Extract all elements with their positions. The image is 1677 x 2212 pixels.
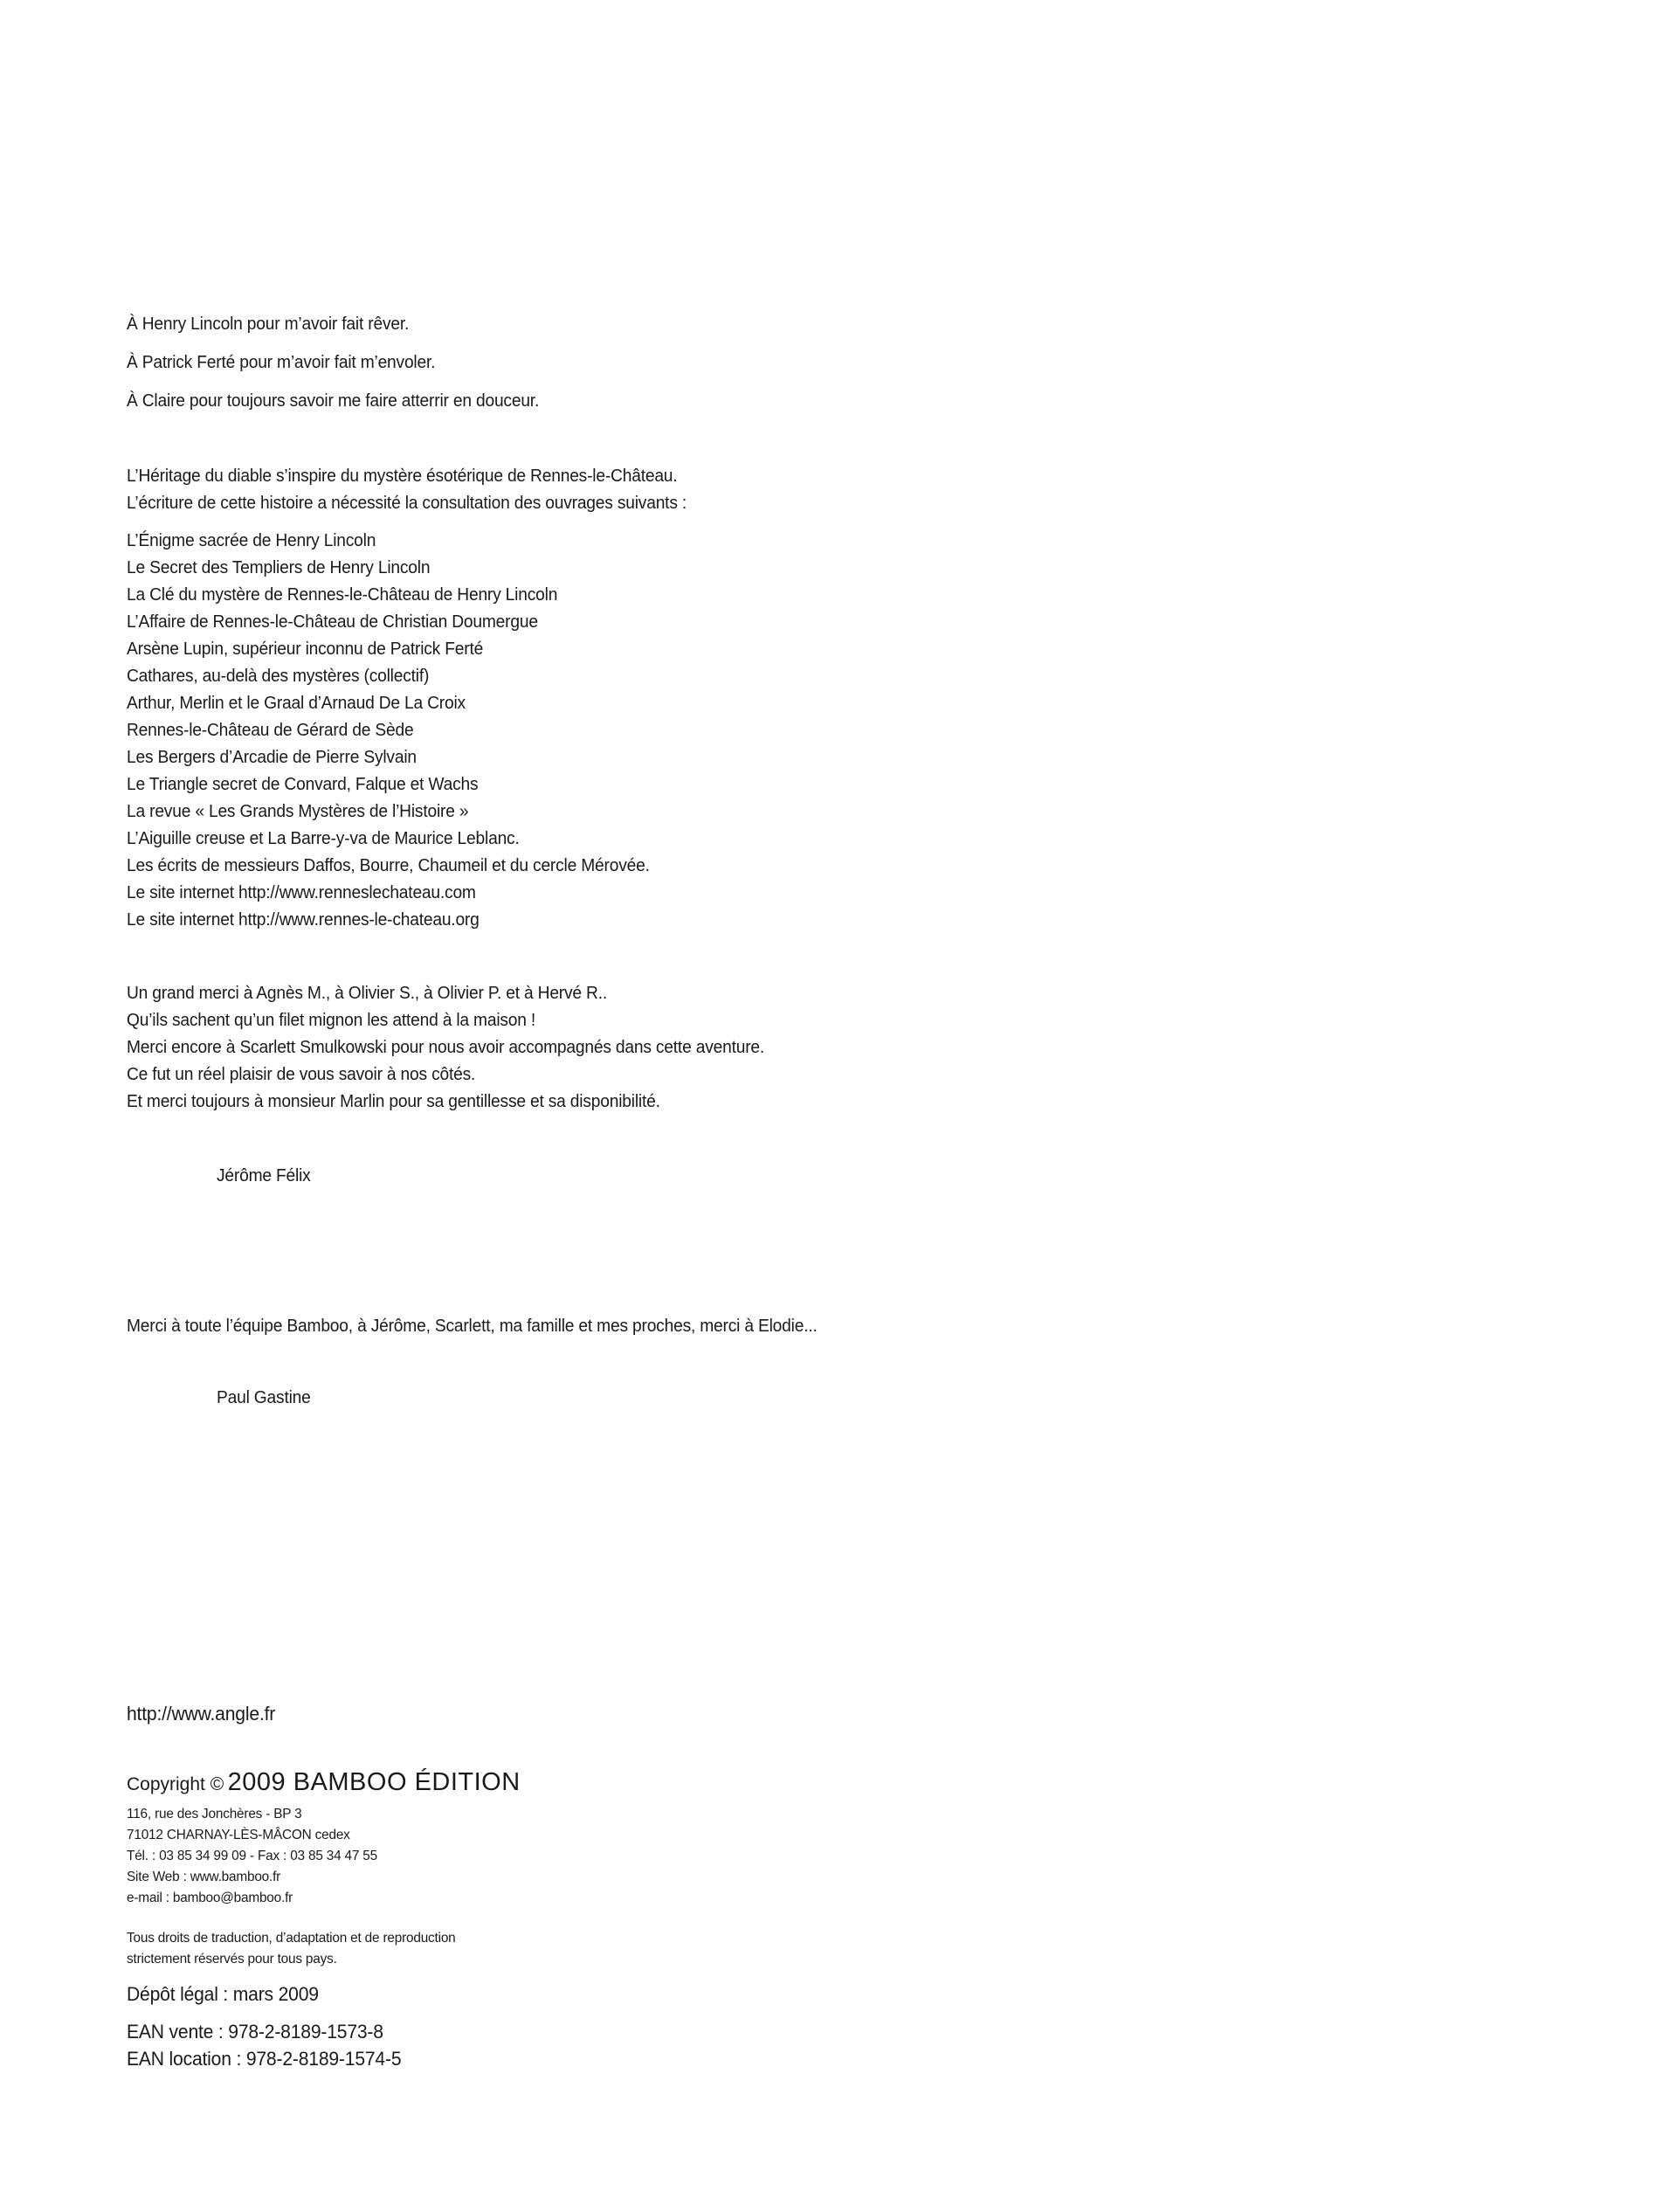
address-line: Site Web : www.bamboo.fr (127, 1870, 281, 1884)
reference-item: Rennes-le-Château de Gérard de Sède (127, 721, 414, 740)
reference-item: L’Affaire de Rennes-le-Château de Christian Doumergue (127, 612, 538, 632)
dedication-line: À Claire pour toujours savoir me faire atterrir en douceur. (127, 391, 540, 411)
intro-line: L’Héritage du diable s’inspire du mystère ésotérique de Rennes-le-Château. (127, 467, 678, 486)
reference-item: Arsène Lupin, supérieur inconnu de Patrick Ferté (127, 639, 484, 659)
reference-item: Les écrits de messieurs Daffos, Bourre, Chaumeil et du cercle Mérovée. (127, 856, 650, 875)
thanks-line: Un grand merci à Agnès M., à Olivier S., à Olivier P. et à Hervé R.. (127, 984, 608, 1003)
dedication-line: À Henry Lincoln pour m’avoir fait rêver. (127, 315, 410, 334)
legal-deposit: Dépôt légal : mars 2009 (127, 1983, 319, 2005)
reference-item: Les Bergers d’Arcadie de Pierre Sylvain (127, 748, 417, 767)
thanks-line: Merci encore à Scarlett Smulkowski pour nous avoir accompagnés dans cette aventure. (127, 1038, 765, 1057)
thanks-line: Ce fut un réel plaisir de vous savoir à nos côtés. (127, 1065, 476, 1084)
reference-item: Le site internet http://www.rennes-le-chateau.org (127, 910, 480, 930)
reference-item: La Clé du mystère de Rennes-le-Château de Henry Lincoln (127, 585, 558, 605)
reference-item: Le Triangle secret de Convard, Falque et Wachs (127, 775, 479, 794)
artist-signature: Paul Gastine (217, 1388, 311, 1407)
intro-line: L’écriture de cette histoire a nécessité la consultation des ouvrages suivants : (127, 494, 687, 513)
ean-line: EAN vente : 978-2-8189-1573-8 (127, 2021, 383, 2043)
copyright-label: Copyright © (127, 1774, 224, 1794)
reference-item: Arthur, Merlin et le Graal d’Arnaud De La Croix (127, 694, 466, 713)
copyright-line (127, 1768, 521, 1797)
thanks-line: Merci à toute l’équipe Bamboo, à Jérôme, Scarlett, ma famille et mes proches, merci à Elodie... (127, 1317, 818, 1336)
reference-item: Cathares, au-delà des mystères (collectif) (127, 667, 430, 686)
thanks-line: Et merci toujours à monsieur Marlin pour sa gentillesse et sa disponibilité. (127, 1092, 660, 1111)
thanks-line: Qu’ils sachent qu’un filet mignon les attend à la maison ! (127, 1011, 536, 1030)
dedication-line: À Patrick Ferté pour m’avoir fait m’envoler. (127, 353, 436, 372)
rights-line: strictement réservés pour tous pays. (127, 1952, 337, 1967)
reference-item: L’Aiguille creuse et La Barre-y-va de Maurice Leblanc. (127, 829, 520, 848)
rights-line: Tous droits de traduction, d’adaptation et de reproduction (127, 1931, 456, 1946)
author-signature: Jérôme Félix (217, 1166, 311, 1185)
copyright-publisher: 2009 BAMBOO ÉDITION (227, 1768, 521, 1796)
reference-item: L’Énigme sacrée de Henry Lincoln (127, 531, 376, 550)
address-line: e-mail : bamboo@bamboo.fr (127, 1891, 293, 1905)
ean-line: EAN location : 978-2-8189-1574-5 (127, 2048, 402, 2070)
address-line: Tél. : 03 85 34 99 09 - Fax : 03 85 34 47 55 (127, 1849, 378, 1863)
publisher-website-link[interactable]: http://www.angle.fr (127, 1703, 276, 1725)
reference-item: Le Secret des Templiers de Henry Lincoln (127, 558, 431, 577)
address-line: 116, rue des Jonchères - BP 3 (127, 1807, 302, 1821)
address-line: 71012 CHARNAY-LÈS-MÂCON cedex (127, 1828, 350, 1842)
reference-item: Le site internet http://www.renneslechateau.com (127, 883, 476, 902)
reference-item: La revue « Les Grands Mystères de l’Histoire » (127, 802, 469, 821)
